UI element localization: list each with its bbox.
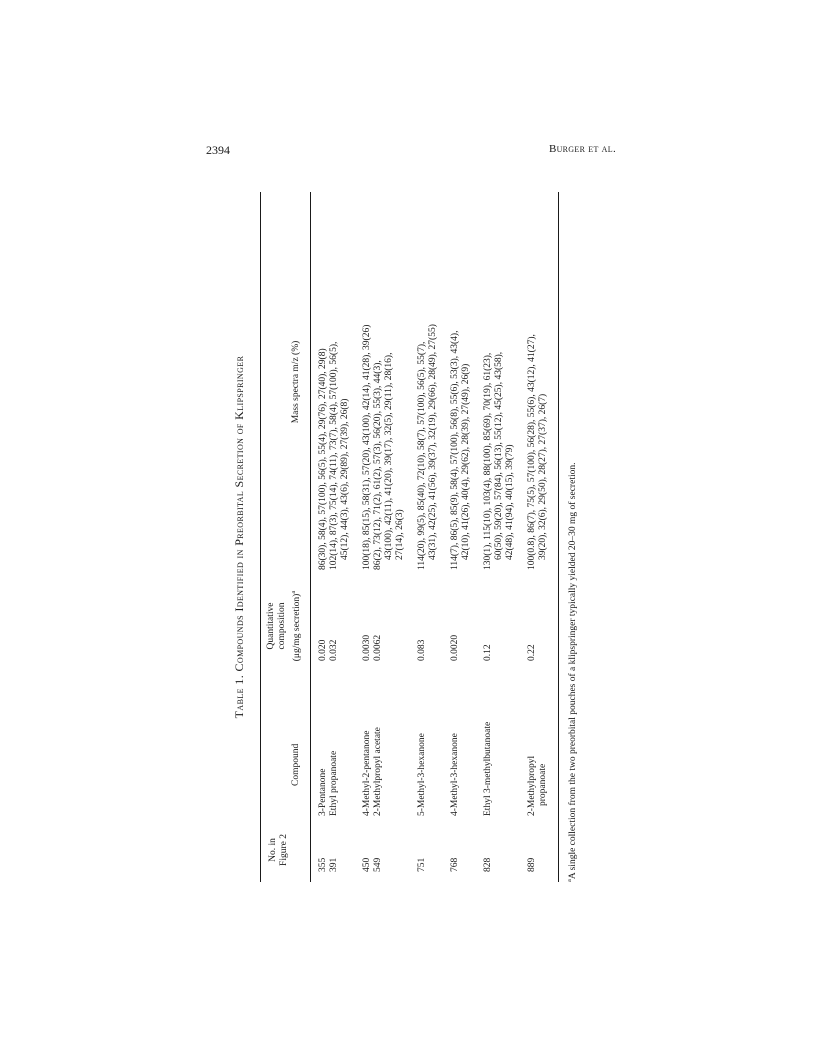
cell-quantitative: 0.020 bbox=[318, 639, 328, 661]
cell-quantitative: 0.22 bbox=[527, 644, 537, 661]
cell-figure-number: 768 bbox=[450, 857, 460, 872]
table-row bbox=[483, 192, 516, 882]
table-body bbox=[318, 192, 549, 882]
cell-quantitative: 0.12 bbox=[483, 644, 493, 661]
header-no-line2: Figure 2 bbox=[279, 834, 289, 866]
cell-figure-number: 549 bbox=[373, 857, 383, 872]
cell-mass-spectra bbox=[329, 192, 351, 570]
cell-quantitative: 0.0062 bbox=[373, 634, 383, 661]
header-quantitative bbox=[266, 566, 303, 686]
mass-spectra-line: 43(100), 42(11), 41(20), 39(17), 32(5), 29(11), 28(16), bbox=[384, 352, 394, 560]
compound-line: 4-Methyl-2-pentanone bbox=[362, 730, 372, 816]
cell-compound bbox=[483, 690, 516, 826]
compound-line: 2-Methylpropyl acetate bbox=[373, 727, 383, 816]
table-row bbox=[318, 192, 329, 882]
mass-spectra-line: 42(48), 41(94), 40(15), 39(79) bbox=[505, 444, 515, 560]
compound-line: 4-Methyl-3-hexanone bbox=[450, 733, 460, 816]
cell-mass-spectra bbox=[450, 192, 472, 570]
header-quant-unit: (μg/mg secretion) bbox=[292, 593, 303, 662]
mass-spectra-line: 114(20), 99(5), 85(40), 72(10), 58(7), 57(100), 56(5), 55(7), bbox=[417, 341, 427, 570]
mass-spectra-line: 86(30), 58(4), 57(100), 56(5), 55(4), 29(76), 27(40), 29(8) bbox=[318, 348, 328, 570]
table-row bbox=[373, 192, 406, 882]
mass-spectra-line: 27(14), 26(3) bbox=[395, 509, 405, 560]
header-no-in-figure bbox=[268, 824, 290, 876]
cell-compound bbox=[373, 690, 406, 826]
compound-line: 3-Pentanone bbox=[318, 768, 328, 816]
header-no-line1: No. in bbox=[268, 838, 278, 862]
cell-mass-spectra bbox=[373, 192, 406, 570]
header-quant-line1: Quantitative bbox=[266, 602, 276, 650]
table-row bbox=[417, 192, 439, 882]
table-row bbox=[329, 192, 351, 882]
rotated-table bbox=[232, 192, 588, 882]
cell-quantitative: 0.083 bbox=[417, 639, 427, 661]
running-head bbox=[549, 143, 616, 155]
compound-line: 2-Methylpropyl bbox=[527, 755, 537, 816]
cell-figure-number: 355 bbox=[318, 857, 328, 872]
bottom-rule bbox=[558, 192, 559, 882]
page-number: 2394 bbox=[206, 143, 230, 157]
header-rule bbox=[310, 192, 311, 882]
compound-line: Ethyl propanoate bbox=[329, 750, 339, 816]
mass-spectra-line: 45(12), 44(3), 43(6), 29(89), 27(39), 26(8) bbox=[340, 398, 350, 560]
mass-spectra-line: 86(2), 73(12), 71(2), 61(2), 57(3), 56(20), 55(3), 44(3), bbox=[373, 360, 383, 570]
cell-figure-number: 828 bbox=[483, 857, 493, 872]
mass-spectra-line: 60(50), 59(20), 57(84), 56(13), 55(12), 45(25), 43(58), bbox=[494, 351, 504, 560]
footnote-mark: a bbox=[566, 879, 573, 882]
cell-compound bbox=[362, 690, 373, 826]
mass-spectra-line: 130(1), 115(10), 103(4), 88(100), 85(69), 70(19), 61(23), bbox=[483, 352, 493, 570]
cell-figure-number: 751 bbox=[417, 857, 427, 872]
cell-compound bbox=[527, 690, 549, 826]
cell-quantitative: 0.0020 bbox=[450, 634, 460, 661]
top-rule bbox=[260, 192, 261, 882]
header-quant-footmark: a bbox=[290, 590, 297, 594]
cell-compound bbox=[329, 690, 351, 826]
cell-quantitative: 0.0030 bbox=[362, 634, 372, 661]
mass-spectra-line: 42(10), 41(26), 40(4), 29(62), 28(39), 27(49), 26(9) bbox=[461, 363, 471, 560]
cell-compound bbox=[450, 690, 472, 826]
cell-compound bbox=[417, 690, 439, 826]
cell-mass-spectra bbox=[362, 192, 373, 570]
mass-spectra-line: 39(20), 32(6), 29(50), 28(27), 27(37), 26(7) bbox=[538, 393, 548, 560]
cell-mass-spectra bbox=[417, 192, 439, 570]
table-footnote bbox=[566, 463, 578, 882]
mass-spectra-line: 100(0.8), 86(7), 75(5), 57(100), 56(28), 55(6), 43(12), 41(27), bbox=[527, 334, 537, 570]
cell-mass-spectra bbox=[318, 192, 329, 570]
running-head-text: Burger et al. bbox=[548, 143, 616, 155]
header-quant-line3 bbox=[288, 566, 303, 686]
cell-quantitative: 0.032 bbox=[329, 639, 339, 661]
cell-figure-number: 391 bbox=[329, 857, 339, 872]
mass-spectra-line: 43(31), 42(25), 41(56), 39(37), 32(19), 29(66), 28(49), 27(55) bbox=[428, 324, 438, 560]
header-compound: Compound bbox=[291, 743, 301, 786]
footnote-text: A single collection from the two preorbital pouches of a klipspringer typically yielded 20–30 mg of secretion. bbox=[568, 462, 579, 880]
compound-line: Ethyl 3-methylbutanoate bbox=[483, 721, 493, 816]
mass-spectra-line: 114(7), 86(5), 85(9), 58(4), 57(100), 56(8), 55(6), 53(3), 43(4), bbox=[450, 330, 460, 570]
cell-figure-number: 889 bbox=[527, 857, 537, 872]
compound-line: propanoate bbox=[538, 763, 548, 806]
mass-spectra-line: 100(18), 85(15), 58(31), 57(20), 43(100), 42(14), 41(28), 39(26) bbox=[362, 324, 372, 570]
cell-figure-number: 450 bbox=[362, 857, 372, 872]
mass-spectra-line: 102(14), 87(3), 75(14), 74(11), 73(7), 58(4), 57(100), 56(5), bbox=[329, 341, 339, 570]
header-quant-line2: composition bbox=[277, 602, 287, 650]
cell-mass-spectra bbox=[483, 192, 516, 570]
header-mass-spectra: Mass spectra m/z (%) bbox=[291, 340, 301, 424]
table-row bbox=[362, 192, 373, 882]
cell-mass-spectra bbox=[527, 192, 549, 570]
table-row bbox=[450, 192, 472, 882]
compound-line: 5-Methyl-3-hexanone bbox=[417, 733, 427, 816]
table-row bbox=[527, 192, 549, 882]
table-title: Table 1. Compounds Identified in Preorbital Secretion of Klipspringer bbox=[232, 355, 246, 719]
cell-compound bbox=[318, 690, 329, 826]
